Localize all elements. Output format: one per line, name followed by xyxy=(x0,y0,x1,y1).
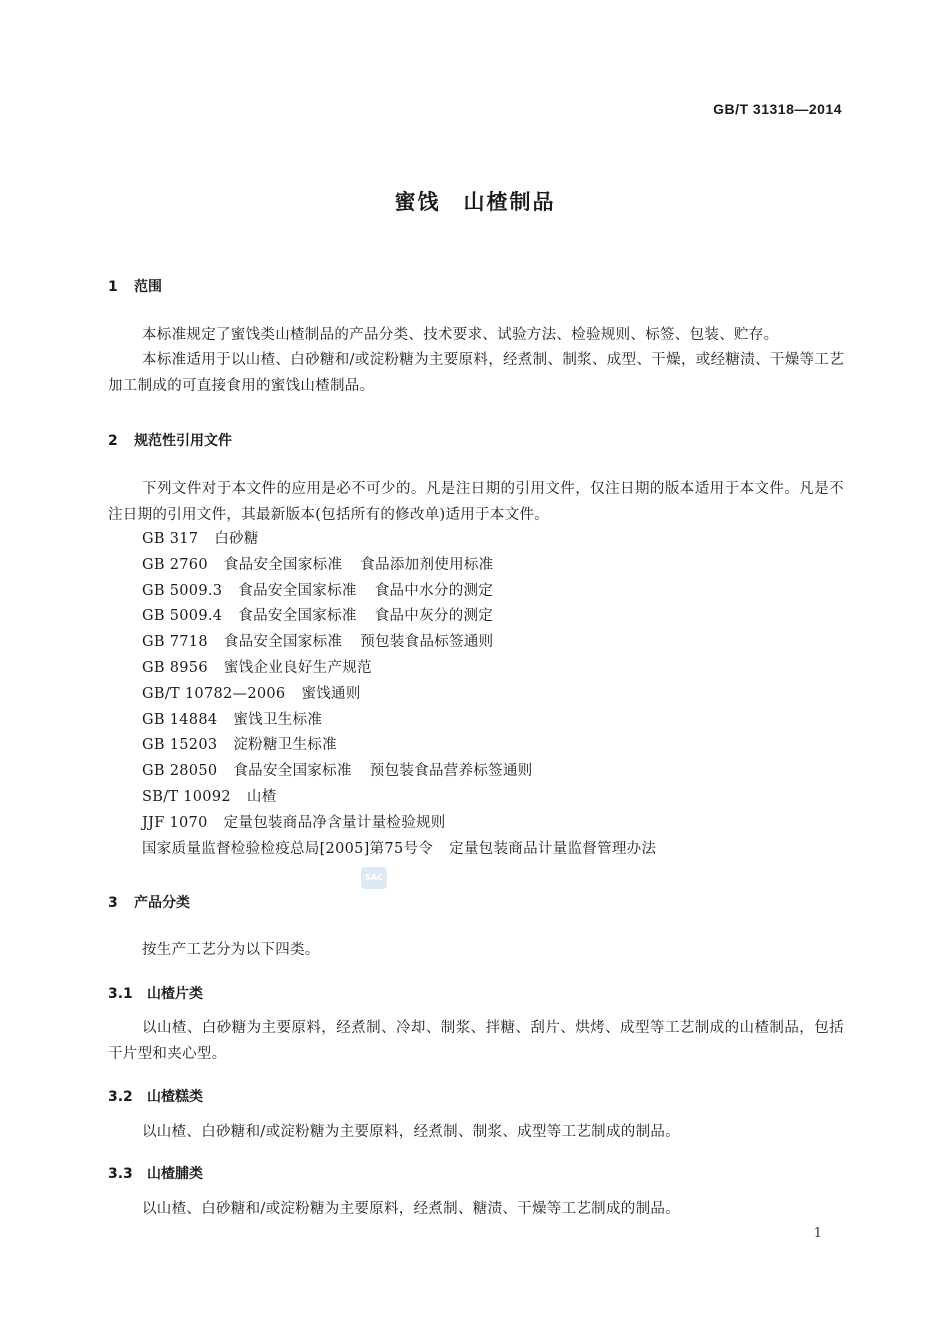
section-2-number: 2 xyxy=(108,433,118,449)
section-3-intro: 按生产工艺分为以下四类。 xyxy=(142,942,320,958)
reference-code: GB 5009.4 xyxy=(142,608,223,625)
reference-name: 食品安全国家标准 xyxy=(233,763,352,780)
reference-item xyxy=(142,785,656,811)
section-3-heading xyxy=(108,892,190,912)
reference-code: GB 15203 xyxy=(142,737,218,754)
reference-code: GB 8956 xyxy=(142,659,208,676)
section-2-intro: 下列文件对于本文件的应用是必不可少的。凡是注日期的引用文件，仅注日期的版本适用于本文件。凡是不注日期的引用文件，其最新版本(包括所有的修改单)适用于本文件。 xyxy=(108,481,844,523)
reference-item xyxy=(142,656,656,682)
reference-code: GB 28050 xyxy=(142,763,218,780)
reference-name: 淀粉糖卫生标准 xyxy=(233,737,337,754)
subsection-3-1-title: 山楂片类 xyxy=(147,986,203,1002)
subsection-3-3-heading xyxy=(108,1163,203,1183)
sac-watermark-logo: SAC xyxy=(361,867,387,889)
reference-name: 山楂 xyxy=(246,788,277,805)
reference-item xyxy=(142,811,656,837)
subsection-3-1-heading xyxy=(108,983,203,1003)
reference-code: GB 317 xyxy=(142,531,199,547)
subsection-3-3-text: 以山楂、白砂糖和/或淀粉糖为主要原料，经煮制、糖渍、干燥等工艺制成的制品。 xyxy=(142,1201,680,1217)
reference-subname: 预包装食品标签通则 xyxy=(360,634,494,651)
subsection-3-3-title: 山楂脯类 xyxy=(147,1166,203,1182)
section-1-title: 范围 xyxy=(134,279,162,295)
reference-code: SB/T 10092 xyxy=(142,788,231,805)
subsection-3-1-number: 3.1 xyxy=(108,986,133,1002)
reference-code: 国家质量监督检验检疫总局[2005]第75号令 xyxy=(142,840,434,857)
section-1-heading xyxy=(108,276,162,296)
section-1-paragraph-2: 本标准适用于以山楂、白砂糖和/或淀粉糖为主要原料，经煮制、制浆、成型、干燥，或经糖渍、干燥等工艺加工制成的可直接食用的蜜饯山楂制品。 xyxy=(108,352,844,394)
section-1-paragraph-1: 本标准规定了蜜饯类山楂制品的产品分类、技术要求、试验方法、检验规则、标签、包装、贮存。 xyxy=(142,327,779,343)
reference-code: GB/T 10782—2006 xyxy=(142,685,286,702)
reference-item xyxy=(142,708,656,734)
standard-code: GB/T 31318—2014 xyxy=(713,101,842,117)
reference-name: 蜜饯企业良好生产规范 xyxy=(223,659,372,676)
reference-name: 蜜饯卫生标准 xyxy=(233,711,323,728)
reference-name: 食品安全国家标准 xyxy=(223,634,343,651)
subsection-3-2-title: 山楂糕类 xyxy=(147,1089,203,1105)
subsection-3-3-number: 3.3 xyxy=(108,1166,133,1182)
subsection-3-2-text: 以山楂、白砂糖和/或淀粉糖为主要原料，经煮制、制浆、成型等工艺制成的制品。 xyxy=(142,1124,680,1140)
reference-subname: 食品中灰分的测定 xyxy=(374,608,494,625)
section-3-title: 产品分类 xyxy=(134,895,190,911)
reference-code: JJF 1070 xyxy=(142,814,208,831)
reference-item xyxy=(142,837,656,863)
reference-code: GB 2760 xyxy=(142,556,208,573)
reference-name: 食品安全国家标准 xyxy=(238,582,357,599)
reference-item xyxy=(142,630,656,656)
section-2-title: 规范性引用文件 xyxy=(134,433,232,449)
reference-item xyxy=(142,553,656,579)
section-3-number: 3 xyxy=(108,895,118,911)
reference-subname: 食品添加剂使用标准 xyxy=(360,556,494,573)
reference-name: 食品安全国家标准 xyxy=(223,556,343,573)
subsection-3-2-heading xyxy=(108,1086,203,1106)
section-2-heading xyxy=(108,430,232,450)
reference-subname: 预包装食品营养标签通则 xyxy=(369,763,533,780)
section-1-number: 1 xyxy=(108,279,118,295)
reference-name: 定量包装商品计量监督管理办法 xyxy=(449,840,657,857)
reference-item xyxy=(142,759,656,785)
reference-name: 白砂糖 xyxy=(214,531,259,547)
reference-code: GB 14884 xyxy=(142,711,218,728)
subsection-3-2-number: 3.2 xyxy=(108,1089,133,1105)
reference-item xyxy=(142,604,656,630)
reference-item xyxy=(142,733,656,759)
reference-code: GB 5009.3 xyxy=(142,582,223,599)
document-title: 蜜饯 山楂制品 xyxy=(394,190,556,214)
reference-item xyxy=(142,527,656,553)
reference-item xyxy=(142,682,656,708)
reference-code: GB 7718 xyxy=(142,634,208,651)
reference-list xyxy=(142,527,656,862)
reference-name: 蜜饯通则 xyxy=(301,685,361,702)
page-number: 1 xyxy=(813,1226,822,1241)
reference-item xyxy=(142,579,656,605)
subsection-3-1-text: 以山楂、白砂糖为主要原料，经煮制、冷却、制浆、拌糖、刮片、烘烤、成型等工艺制成的山楂制品，包括干片型和夹心型。 xyxy=(108,1020,844,1062)
reference-name: 食品安全国家标准 xyxy=(238,608,357,625)
reference-name: 定量包装商品净含量计量检验规则 xyxy=(223,814,446,831)
reference-subname: 食品中水分的测定 xyxy=(374,582,494,599)
